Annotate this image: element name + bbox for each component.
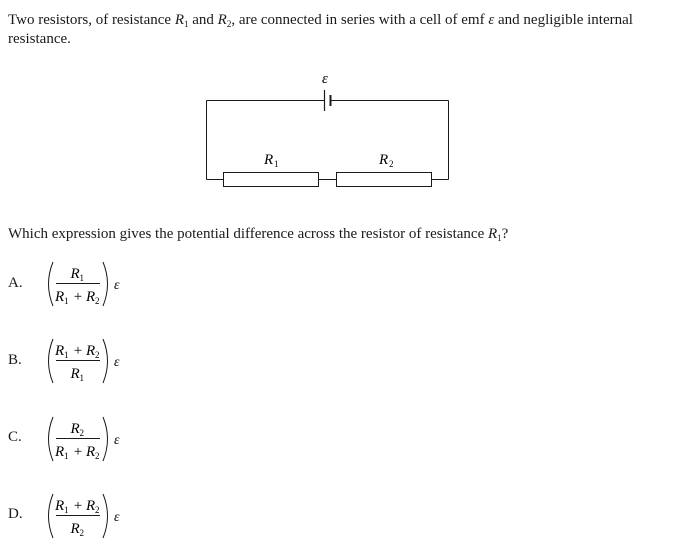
- emf-label: ε: [322, 71, 328, 87]
- left-paren: [49, 262, 54, 306]
- intro-text-4: and negligible internal resistance.: [8, 12, 633, 47]
- denominator-var-0: R: [70, 366, 80, 382]
- option-b-letter: B.: [8, 352, 22, 368]
- r1-label-sub: 1: [274, 159, 279, 169]
- right-paren: [103, 339, 108, 383]
- numerator-sub-0: 1: [64, 505, 69, 515]
- emf-multiplier: ε: [114, 355, 120, 370]
- right-paren: [103, 262, 108, 306]
- emf-multiplier: ε: [114, 433, 120, 448]
- option-c-letter: C.: [8, 429, 22, 445]
- numerator-var-2: R: [86, 343, 96, 359]
- intro-text-3: , are connected in series with a cell of emf: [231, 12, 489, 28]
- denominator-sub-0: 1: [64, 451, 69, 461]
- numerator-op-1: +: [73, 343, 83, 359]
- option-d-letter: D.: [8, 506, 23, 522]
- question-main: Which expression gives the potential difference across the resistor of resistance: [8, 226, 488, 242]
- denominator-sub-2: 2: [95, 451, 100, 461]
- question-text: [8, 225, 508, 244]
- r2-label: R: [379, 152, 389, 168]
- r2-label-sub: 2: [389, 159, 394, 169]
- denominator-op-1: +: [73, 289, 83, 305]
- emf-multiplier: ε: [114, 510, 120, 525]
- circuit-diagram: [200, 68, 460, 193]
- numerator-sub-0: 1: [79, 273, 84, 283]
- intro-text-1: Two resistors, of resistance: [8, 12, 175, 28]
- numerator-var-0: R: [55, 498, 65, 514]
- numerator-sub-2: 2: [95, 350, 100, 360]
- option-a-letter: A.: [8, 275, 23, 291]
- denominator-var-0: R: [70, 521, 80, 537]
- option-d-expression[interactable]: [44, 490, 164, 542]
- question-r-letter: R: [487, 226, 498, 242]
- numerator-sub-2: 2: [95, 505, 100, 515]
- intro-text-2: and: [188, 12, 218, 28]
- emf-multiplier: ε: [114, 278, 120, 293]
- denominator-sub-0: 1: [79, 373, 84, 383]
- numerator-var-0: R: [55, 343, 65, 359]
- left-paren: [49, 339, 54, 383]
- denominator-op-1: +: [73, 444, 83, 460]
- option-c-expression[interactable]: [44, 413, 164, 465]
- denominator-sub-0: 1: [64, 296, 69, 306]
- denominator-sub-0: 2: [79, 528, 84, 538]
- denominator-var-0: R: [55, 289, 65, 305]
- option-a-expression[interactable]: [44, 258, 164, 310]
- intro-r1-sub: 1: [184, 19, 189, 29]
- left-paren: [49, 417, 54, 461]
- right-paren: [103, 417, 108, 461]
- intro-r2-letter: R: [217, 12, 227, 28]
- numerator-var-0: R: [70, 421, 80, 437]
- left-paren: [49, 494, 54, 538]
- question-end: ?: [501, 226, 509, 242]
- question-intro: [8, 11, 663, 49]
- numerator-sub-0: 1: [64, 350, 69, 360]
- resistor-r1: [224, 173, 319, 187]
- numerator-sub-0: 2: [79, 428, 84, 438]
- denominator-sub-2: 2: [95, 296, 100, 306]
- intro-r1-letter: R: [174, 12, 184, 28]
- intro-emf-symbol: ε: [488, 12, 495, 28]
- numerator-var-2: R: [86, 498, 96, 514]
- numerator-op-1: +: [73, 498, 83, 514]
- right-paren: [103, 494, 108, 538]
- denominator-var-0: R: [55, 444, 65, 460]
- numerator-var-0: R: [70, 266, 80, 282]
- option-b-expression[interactable]: [44, 335, 164, 387]
- denominator-var-2: R: [86, 444, 96, 460]
- intro-r2-sub: 2: [226, 19, 232, 29]
- denominator-var-2: R: [86, 289, 96, 305]
- r1-label: R: [264, 152, 274, 168]
- question-r-sub: 1: [497, 233, 502, 243]
- resistor-r2: [337, 173, 432, 187]
